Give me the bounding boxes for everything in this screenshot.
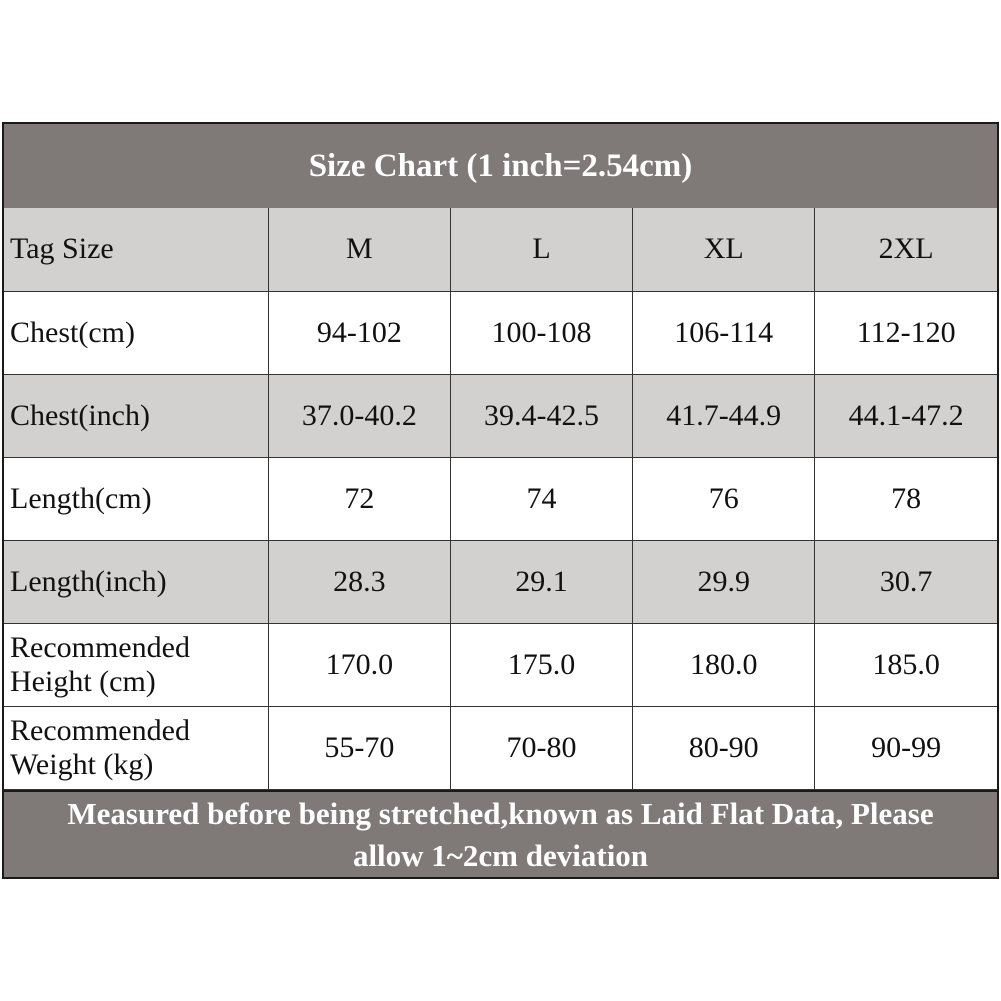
note-line: Measured before being stretched,known as Laid Flat Data, Please: [67, 795, 934, 831]
row-label: Length(inch): [4, 540, 268, 623]
size-header-l: L: [450, 208, 632, 291]
note-line: allow 1~2cm deviation: [352, 837, 649, 873]
size-chart: [2, 122, 999, 879]
table-cell: 29.9: [633, 540, 815, 623]
table-cell: 185.0: [815, 623, 997, 706]
row-length-inch: [4, 540, 997, 623]
row-label-line: Recommended: [10, 713, 190, 747]
table-cell: 44.1-47.2: [815, 374, 997, 457]
row-recommended-weight: [4, 706, 997, 789]
size-header-xl: XL: [633, 208, 815, 291]
table-cell: 28.3: [268, 540, 450, 623]
table-cell: 106-114: [633, 291, 815, 374]
table-cell: 100-108: [450, 291, 632, 374]
row-label: [4, 706, 268, 789]
table-cell: 80-90: [633, 706, 815, 789]
table-cell: 30.7: [815, 540, 997, 623]
table-cell: 70-80: [450, 706, 632, 789]
row-label: Chest(inch): [4, 374, 268, 457]
table-cell: 72: [268, 457, 450, 540]
row-chest-cm: [4, 291, 997, 374]
table-cell: 55-70: [268, 706, 450, 789]
row-label-line: Height (cm): [10, 664, 156, 698]
table-cell: 94-102: [268, 291, 450, 374]
table-cell: 175.0: [450, 623, 632, 706]
table-cell: 78: [815, 457, 997, 540]
measurement-note: [4, 790, 997, 877]
row-chest-inch: [4, 374, 997, 457]
size-table: [4, 208, 997, 790]
table-cell: 90-99: [815, 706, 997, 789]
header-row: [4, 208, 997, 291]
row-label-line: Recommended: [10, 630, 190, 664]
table-cell: 74: [450, 457, 632, 540]
row-label-line: Weight (kg): [10, 747, 154, 781]
chart-title: Size Chart (1 inch=2.54cm): [4, 124, 997, 210]
row-label: [4, 623, 268, 706]
table-cell: 37.0-40.2: [268, 374, 450, 457]
table-cell: 29.1: [450, 540, 632, 623]
table-cell: 170.0: [268, 623, 450, 706]
size-header-m: M: [268, 208, 450, 291]
header-label: Tag Size: [4, 208, 268, 291]
table-cell: 39.4-42.5: [450, 374, 632, 457]
row-label: Length(cm): [4, 457, 268, 540]
row-label: Chest(cm): [4, 291, 268, 374]
row-length-cm: [4, 457, 997, 540]
table-cell: 41.7-44.9: [633, 374, 815, 457]
table-cell: 180.0: [633, 623, 815, 706]
row-recommended-height: [4, 623, 997, 706]
table-cell: 112-120: [815, 291, 997, 374]
size-header-2xl: 2XL: [815, 208, 997, 291]
table-cell: 76: [633, 457, 815, 540]
